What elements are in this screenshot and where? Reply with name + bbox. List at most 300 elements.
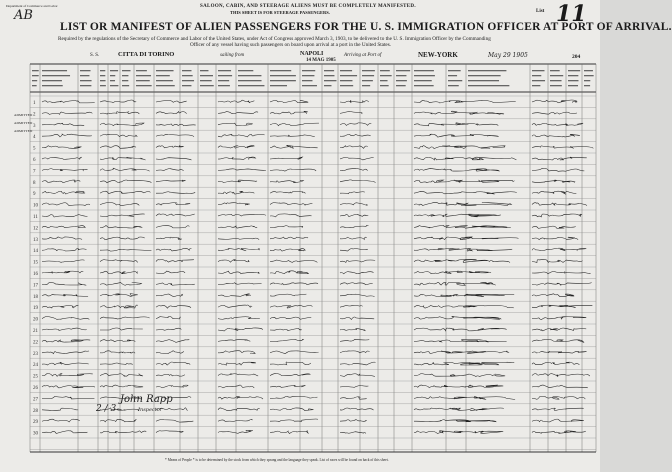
handwriting-stroke [532,340,584,343]
header-print-mark [568,75,578,76]
header-print-mark [568,80,578,81]
handwriting-stroke [532,396,585,399]
departure-date: 14 MAG 1905 [306,58,336,63]
header-print-mark [340,85,353,86]
handwriting-stroke [532,100,577,103]
header-print-mark [362,80,373,81]
handwriting-stroke [100,351,135,353]
handwriting-stroke [156,112,187,114]
header-print-mark [122,85,129,86]
handwriting-stroke [156,169,184,171]
handwriting-stroke [270,396,317,398]
handwriting-stroke [340,294,374,296]
handwriting-stroke [340,214,368,216]
handwriting-stroke [218,260,249,263]
handwriting-stroke [156,146,183,148]
handwriting-stroke [340,362,376,365]
handwriting-stroke [414,146,505,149]
handwriting-stroke [270,271,308,274]
header-print-mark [380,75,392,76]
handwriting-stroke [270,283,318,285]
row-number: 30 [33,431,38,437]
row-number: 18 [33,294,38,300]
header-print-mark [80,70,91,71]
manifest-subtitle-2: Officer of any vessel having such passengers on board upon arrival at a port in the United States. [190,42,392,48]
header-print-mark [182,80,194,81]
header-print-mark [584,85,590,86]
handwriting-stroke [100,157,146,160]
handwriting-stroke [340,203,368,206]
handwriting-stroke [100,385,143,387]
handwriting-stroke [156,237,182,240]
handwriting-stroke [42,157,82,159]
handwriting-stroke [414,328,507,331]
handwriting-stroke [270,214,312,217]
header-print-mark [550,70,560,71]
handwriting-stroke [100,203,139,206]
handwriting-stroke [156,192,195,194]
row-number: 4 [33,135,36,141]
arrival-port: NEW-YORK [418,51,458,59]
header-print-mark [218,75,232,76]
header-print-mark [136,80,150,81]
handwriting-stroke [340,157,374,160]
header-print-mark [122,80,128,81]
left-handwritten-note: 2 / 3 [96,404,117,414]
handwriting-stroke [100,146,136,149]
handwriting-stroke [218,374,258,376]
handwriting-stroke [340,225,368,227]
handwriting-stroke [532,191,576,194]
handwriting-stroke [100,237,145,240]
row-number: 9 [33,192,36,198]
handwriting-stroke [340,339,369,341]
header-print-mark [238,85,264,86]
handwriting-stroke [100,294,138,297]
handwriting-stroke [340,328,366,331]
handwriting-stroke [156,385,188,388]
header-print-mark [156,80,173,81]
handwriting-stroke [100,134,137,137]
handwriting-stroke [218,340,250,342]
handwriting-stroke [42,283,86,286]
handwriting-stroke [532,328,586,331]
handwriting-stroke [270,260,317,263]
handwriting-stroke [156,340,189,343]
row-number: 11 [33,215,38,220]
handwriting-stroke [218,419,253,421]
handwriting-stroke [156,203,190,206]
header-print-mark [584,75,594,76]
handwriting-stroke [42,237,82,239]
header-print-mark [550,80,562,81]
handwriting-stroke [270,169,316,171]
handwriting-stroke [218,157,256,160]
row-number: 26 [33,386,38,391]
handwriting-stroke [340,432,366,434]
handwriting-stroke [156,158,191,160]
header-print-mark [324,75,334,76]
handwriting-stroke [100,100,136,102]
header-print-mark [110,80,115,81]
header-print-mark [200,85,214,86]
handwriting-stroke [42,431,87,434]
top-notice: SALOON, CABIN, AND STEERAGE ALIENS MUST BE COMPLETELY MANIFESTED. [200,4,416,9]
header-print-mark [238,75,261,76]
handwriting-stroke [156,124,196,126]
row-number: 28 [33,408,38,414]
handwriting-stroke [340,260,375,263]
handwriting-stroke [218,203,250,205]
handwriting-stroke [100,317,150,319]
handwriting-stroke [532,146,593,149]
row-number: 2 [33,112,36,118]
handwriting-stroke [218,226,257,228]
handwriting-stroke [414,202,511,205]
handwriting-stroke [218,430,253,433]
header-print-mark [238,70,253,71]
row-number: 25 [33,374,38,380]
handwriting-stroke [532,157,587,160]
handwriting-stroke [156,351,184,354]
handwriting-stroke [414,191,517,194]
handwriting-stroke [270,317,311,319]
handwriting-stroke [218,351,255,354]
header-print-mark [136,70,147,71]
header-print-mark [200,75,213,76]
header-print-mark [110,75,115,76]
header-print-mark [122,75,128,76]
handwriting-stroke [156,271,185,274]
header-print-mark [182,75,193,76]
handwriting-stroke [414,282,496,285]
handwriting-stroke [218,396,263,399]
handwriting-stroke [100,214,145,217]
row-number: 1 [33,101,36,106]
handwriting-stroke [532,237,578,239]
header-print-mark [156,70,174,71]
handwriting-stroke [340,351,369,353]
handwriting-stroke [414,351,509,354]
handwriting-stroke [218,283,262,285]
handwriting-stroke [270,294,306,296]
row-number: 15 [33,260,38,266]
handwriting-stroke [100,305,138,308]
row-number: 22 [33,340,38,346]
handwriting-stroke [42,340,90,342]
handwriting-stroke [218,362,256,365]
header-print-mark [218,85,230,86]
header-print-mark [584,70,593,71]
handwriting-stroke [156,134,194,136]
handwriting-stroke [270,111,308,114]
header-print-mark [448,70,461,71]
handwriting-stroke [218,271,260,274]
handwriting-stroke [414,100,516,103]
handwriting-stroke [42,362,89,365]
handwriting-stroke [270,408,313,411]
header-print-mark [32,70,39,71]
header-print-mark [302,75,314,76]
handwriting-stroke [218,294,251,297]
header-print-mark [468,85,509,86]
top-notice-secondary: THIS SHEET IS FOR STEERAGE PASSENGERS. [230,10,330,15]
header-print-mark [32,80,37,81]
handwriting-stroke [42,316,89,319]
handwriting-stroke [532,248,586,251]
handwriting-stroke [414,420,496,422]
handwriting-stroke [340,283,373,285]
header-print-mark [270,85,287,86]
header-print-mark [448,80,462,81]
handwriting-stroke [42,408,78,410]
handwriting-stroke [414,316,501,319]
handwriting-stroke [156,260,194,263]
handwriting-stroke [532,431,586,434]
handwriting-stroke [532,134,580,137]
handwriting-stroke [42,101,95,103]
header-print-mark [42,75,70,76]
handwriting-stroke [270,374,310,376]
footer-note: * Means of People * is to be determined by the stock from which they sprang and the language they speak. List of races will be found on back of this sheet. [165,458,389,462]
handwriting-stroke [340,192,365,194]
handwriting-stroke [156,100,187,102]
row-number: 13 [33,237,38,243]
inspector-title: Inspector [138,407,163,413]
handwriting-stroke [218,112,258,114]
row-number: 27 [33,397,38,403]
departure-port: NAPOLI [300,51,324,57]
header-print-mark [110,70,118,71]
handwriting-stroke [100,112,139,115]
handwriting-stroke [340,237,367,239]
header-print-mark [396,75,406,76]
handwriting-stroke [270,145,318,148]
handwriting-stroke [414,339,507,342]
handwriting-stroke [532,385,588,388]
row-number: 7 [33,169,36,175]
handwriting-stroke [532,226,576,228]
header-print-mark [32,85,37,86]
admitted-stamp: ADMITTED [14,121,33,125]
handwriting-stroke [414,134,499,137]
handwriting-stroke [270,339,304,341]
handwriting-stroke [156,226,189,228]
header-print-mark [238,80,262,81]
header-print-mark [380,70,390,71]
header-print-mark [468,75,501,76]
handwriting-stroke [532,351,586,353]
handwriting-stroke [42,180,80,183]
header-print-mark [532,80,545,81]
handwriting-stroke [270,203,312,205]
handwriting-stroke [42,351,89,354]
handwriting-stroke [270,100,308,102]
header-print-mark [136,75,151,76]
handwriting-stroke [414,123,498,126]
row-number: 29 [33,420,38,426]
handwriting-stroke [100,374,143,377]
handwriting-stroke [42,191,85,194]
row-number: 14 [33,249,38,255]
handwriting-stroke [340,134,371,136]
handwriting-stroke [156,214,195,216]
header-print-mark [396,70,410,71]
handwriting-stroke [340,180,376,183]
inspector-signature: John Rapp [120,394,173,405]
handwriting-stroke [414,271,491,274]
handwriting-stroke [532,214,582,217]
header-print-mark [380,80,388,81]
handwriting-stroke [532,419,584,422]
handwriting-stroke [42,215,87,217]
handwriting-stroke [218,180,257,183]
handwriting-stroke [100,271,138,274]
handwriting-stroke [414,408,504,411]
handwriting-stroke [270,135,315,137]
header-print-mark [468,80,499,81]
handwriting-stroke [270,123,319,126]
handwriting-stroke [42,294,88,296]
header-print-mark [532,70,544,71]
handwriting-stroke [100,328,143,330]
header-print-mark [302,85,317,86]
handwriting-stroke [340,386,368,388]
sailing-from-label: sailing from [220,53,245,58]
header-print-mark [324,80,336,81]
handwriting-stroke [100,363,133,364]
handwriting-stroke [42,146,81,149]
handwriting-stroke [340,305,363,307]
handwriting-stroke [532,305,592,308]
header-print-mark [324,85,331,86]
handwriting-stroke [218,123,253,126]
header-print-mark [122,70,130,71]
handwriting-stroke [270,237,308,239]
row-number: 23 [33,351,38,357]
header-print-mark [568,70,580,71]
handwriting-stroke [340,168,368,170]
header-print-mark [270,75,296,76]
manifest-subtitle-1: Required by the regulations of the Secretary of Commerce and Labor of the United States, under Act of Congress approved March 3, 1903, to be delivered to the U. S. Immigration Officer by the Commanding [58,36,491,42]
handwriting-stroke [42,328,87,330]
header-print-mark [302,70,315,71]
handwriting-stroke [414,248,512,251]
handwriting-stroke [340,111,362,113]
row-number: 5 [33,146,36,152]
handwriting-stroke [532,203,587,206]
handwriting-stroke [340,249,368,251]
ship-prefix: S. S. [90,53,100,58]
header-print-mark [340,70,352,71]
handwriting-stroke [42,305,78,308]
handwriting-stroke [532,180,575,183]
handwriting-stroke [100,123,144,126]
handwriting-stroke [42,203,90,206]
manifest-title: LIST OR MANIFEST OF ALIEN PASSENGERS FOR THE U. S. IMMIGRATION OFFICER AT PORT OF ARRIVAL. [60,21,672,33]
handwriting-stroke [156,316,181,319]
handwriting-stroke [270,157,302,159]
handwriting-stroke [414,396,515,399]
handwriting-stroke [218,328,263,331]
handwriting-stroke [156,431,183,433]
handwriting-stroke [156,283,195,285]
handwriting-stroke [42,374,93,377]
admitted-stamp: ADMITTED [14,129,33,133]
handwriting-stroke [340,420,367,422]
handwriting-stroke [100,225,142,228]
header-print-mark [532,75,541,76]
row-number: 12 [33,226,38,232]
handwriting-stroke [340,101,369,103]
handwriting-stroke [100,249,151,251]
handwriting-stroke [414,214,501,217]
header-print-mark [80,75,89,76]
row-number: 6 [33,158,36,163]
header-print-mark [200,70,208,71]
header-print-mark [340,75,357,76]
handwriting-stroke [100,340,135,342]
handwriting-stroke [42,169,87,171]
handwriting-stroke [100,191,150,193]
handwriting-stroke [218,134,265,137]
arriving-at-label: Arriving at Port of [344,53,382,58]
handwriting-stroke [42,226,85,228]
handwriting-stroke [218,305,252,307]
header-print-mark [100,85,106,86]
header-print-mark [302,80,312,81]
row-number: 16 [33,272,38,277]
handwriting-stroke [414,225,511,228]
row-number: 10 [33,203,38,209]
handwriting-stroke [156,248,191,251]
handwriting-stroke [218,169,266,171]
handwriting-stroke [340,408,374,410]
handwriting-stroke [100,260,138,263]
header-print-mark [414,80,432,81]
handwriting-stroke [414,431,503,434]
handwriting-stroke [532,408,584,410]
header-print-mark [362,85,370,86]
list-number: 11 [556,1,587,27]
handwriting-stroke [218,214,266,216]
header-print-mark [110,85,118,86]
header-print-mark [532,85,540,86]
department-heading: Department of Commerce and Labor [6,4,58,8]
header-print-mark [568,85,578,86]
row-number: 21 [33,329,38,334]
handwriting-stroke [100,168,150,171]
handwriting-stroke [156,362,190,365]
row-number: 19 [33,306,38,312]
header-print-mark [550,85,562,86]
handwriting-stroke [156,294,183,297]
header-print-mark [100,75,105,76]
handwriting-stroke [414,374,505,377]
handwriting-stroke [42,397,94,399]
handwriting-stroke [414,305,514,308]
page-number: 204 [572,54,581,60]
header-print-mark [380,85,389,86]
handwriting-stroke [414,180,514,183]
header-print-mark [448,85,459,86]
handwriting-stroke [532,168,584,171]
header-print-mark [182,85,191,86]
handwritten-corner-mark: AB [14,8,33,23]
handwriting-stroke [156,180,186,182]
handwriting-stroke [532,374,590,377]
handwriting-stroke [340,123,371,126]
